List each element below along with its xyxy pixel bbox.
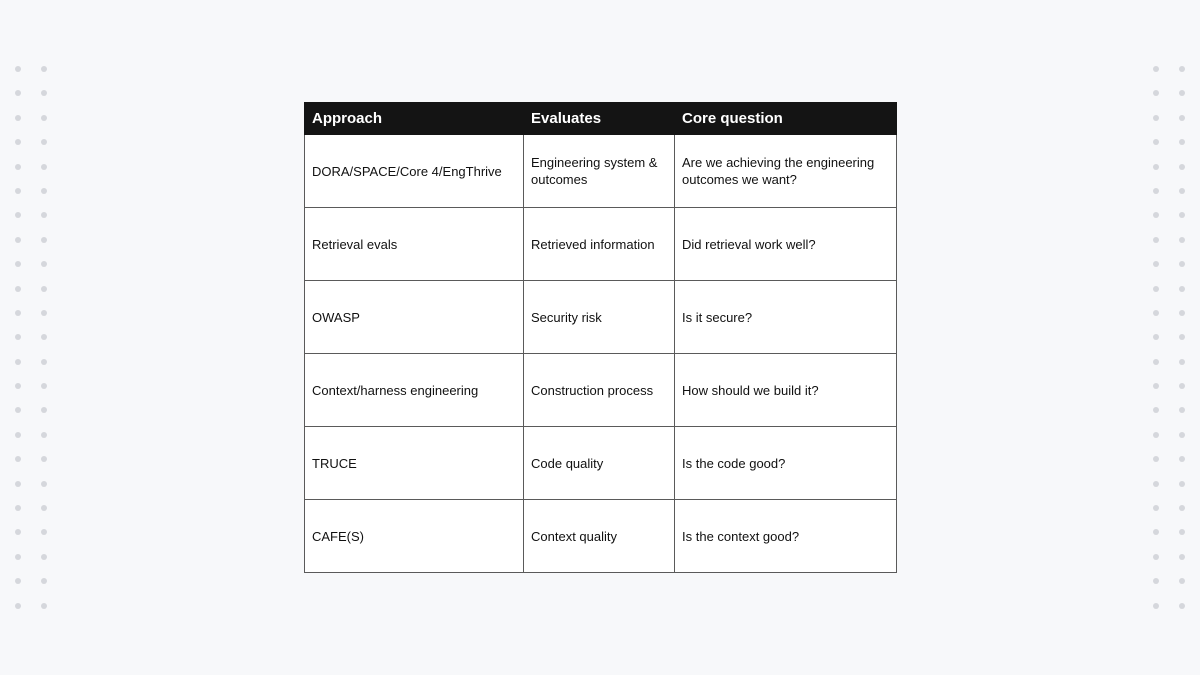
cell-approach: OWASP [305,281,524,354]
decorative-dot [41,139,47,145]
decorative-dot [1179,359,1185,365]
decorative-dot [1153,383,1159,389]
decorative-dot [41,310,47,316]
decorative-dot [15,456,21,462]
cell-evaluates: Engineering system & outcomes [524,135,675,208]
frameworks-comparison-table [304,102,897,573]
decorative-dot [15,164,21,170]
table-header [305,103,897,135]
header-core-question: Core question [675,103,897,135]
decorative-dot [41,261,47,267]
decorative-dot [1153,578,1159,584]
decorative-dot [41,481,47,487]
decorative-dot [15,359,21,365]
table-row [305,500,897,573]
decorative-dot [41,115,47,121]
cell-evaluates: Retrieved information [524,208,675,281]
decorative-dot [15,286,21,292]
decorative-dot [15,334,21,340]
decorative-dot [1179,432,1185,438]
cell-evaluates: Construction process [524,354,675,427]
decorative-dot [15,188,21,194]
decorative-dot [1179,115,1185,121]
decorative-dot [15,310,21,316]
cell-evaluates: Code quality [524,427,675,500]
decorative-dot [1153,164,1159,170]
decorative-dot [1179,310,1185,316]
decorative-dot [1153,139,1159,145]
decorative-dot [41,407,47,413]
header-row [305,103,897,135]
decorative-dot [1179,286,1185,292]
decorative-dot [1153,529,1159,535]
decorative-dot [1153,310,1159,316]
decorative-dot [1153,554,1159,560]
cell-core-question: How should we build it? [675,354,897,427]
cell-evaluates: Security risk [524,281,675,354]
decorative-dot [41,529,47,535]
decorative-dot [15,212,21,218]
decorative-dot [15,432,21,438]
decorative-dot [1179,481,1185,487]
decorative-dot [1179,334,1185,340]
table-row [305,208,897,281]
decorative-dot [1179,383,1185,389]
decorative-dot [41,456,47,462]
decorative-dot [1179,603,1185,609]
decorative-dot [1179,554,1185,560]
decorative-dot [1179,212,1185,218]
cell-approach: CAFE(S) [305,500,524,573]
header-evaluates: Evaluates [524,103,675,135]
decorative-dot [15,139,21,145]
decorative-dot [1179,66,1185,72]
table-row [305,427,897,500]
cell-approach: TRUCE [305,427,524,500]
decorative-dot [1179,407,1185,413]
decorative-dot [1153,212,1159,218]
decorative-dot [15,261,21,267]
decorative-dot [1179,261,1185,267]
decorative-dot [1153,481,1159,487]
decorative-dot [15,578,21,584]
decorative-dot [1179,90,1185,96]
decorative-dot [15,554,21,560]
decorative-dot [15,115,21,121]
decorative-dot [41,212,47,218]
decorative-dot [1153,432,1159,438]
decorative-dot [41,432,47,438]
cell-core-question: Did retrieval work well? [675,208,897,281]
decorative-dot [1153,359,1159,365]
table-row [305,135,897,208]
cell-core-question: Is the code good? [675,427,897,500]
table-row [305,354,897,427]
decorative-dot [1153,66,1159,72]
cell-approach: Context/harness engineering [305,354,524,427]
decorative-dot [1179,139,1185,145]
dot-pattern-left [13,64,53,611]
decorative-dot [15,529,21,535]
decorative-dot [41,334,47,340]
decorative-dot [1153,334,1159,340]
decorative-dot [1179,164,1185,170]
decorative-dot [1153,505,1159,511]
cell-core-question: Are we achieving the engineering outcomes we want? [675,135,897,208]
decorative-dot [41,359,47,365]
decorative-dot [1153,407,1159,413]
decorative-dot [15,66,21,72]
decorative-dot [1153,237,1159,243]
decorative-dot [1153,286,1159,292]
decorative-dot [1179,456,1185,462]
dot-pattern-right [1151,64,1191,611]
decorative-dot [1179,578,1185,584]
decorative-dot [41,188,47,194]
decorative-dot [1179,505,1185,511]
decorative-dot [1179,529,1185,535]
decorative-dot [15,407,21,413]
table-body [305,135,897,573]
decorative-dot [1179,188,1185,194]
decorative-dot [1153,456,1159,462]
decorative-dot [41,164,47,170]
decorative-dot [1153,188,1159,194]
header-approach: Approach [305,103,524,135]
decorative-dot [1153,603,1159,609]
decorative-dot [1153,90,1159,96]
decorative-dot [15,90,21,96]
cell-core-question: Is the context good? [675,500,897,573]
decorative-dot [1179,237,1185,243]
decorative-dot [41,554,47,560]
decorative-dot [1153,261,1159,267]
decorative-dot [15,505,21,511]
cell-approach: Retrieval evals [305,208,524,281]
decorative-dot [41,90,47,96]
table-row [305,281,897,354]
decorative-dot [41,383,47,389]
decorative-dot [41,237,47,243]
cell-approach: DORA/SPACE/Core 4/EngThrive [305,135,524,208]
decorative-dot [41,66,47,72]
decorative-dot [1153,115,1159,121]
decorative-dot [41,505,47,511]
decorative-dot [15,481,21,487]
decorative-dot [15,603,21,609]
decorative-dot [41,603,47,609]
decorative-dot [41,286,47,292]
cell-evaluates: Context quality [524,500,675,573]
cell-core-question: Is it secure? [675,281,897,354]
decorative-dot [41,578,47,584]
decorative-dot [15,383,21,389]
decorative-dot [15,237,21,243]
